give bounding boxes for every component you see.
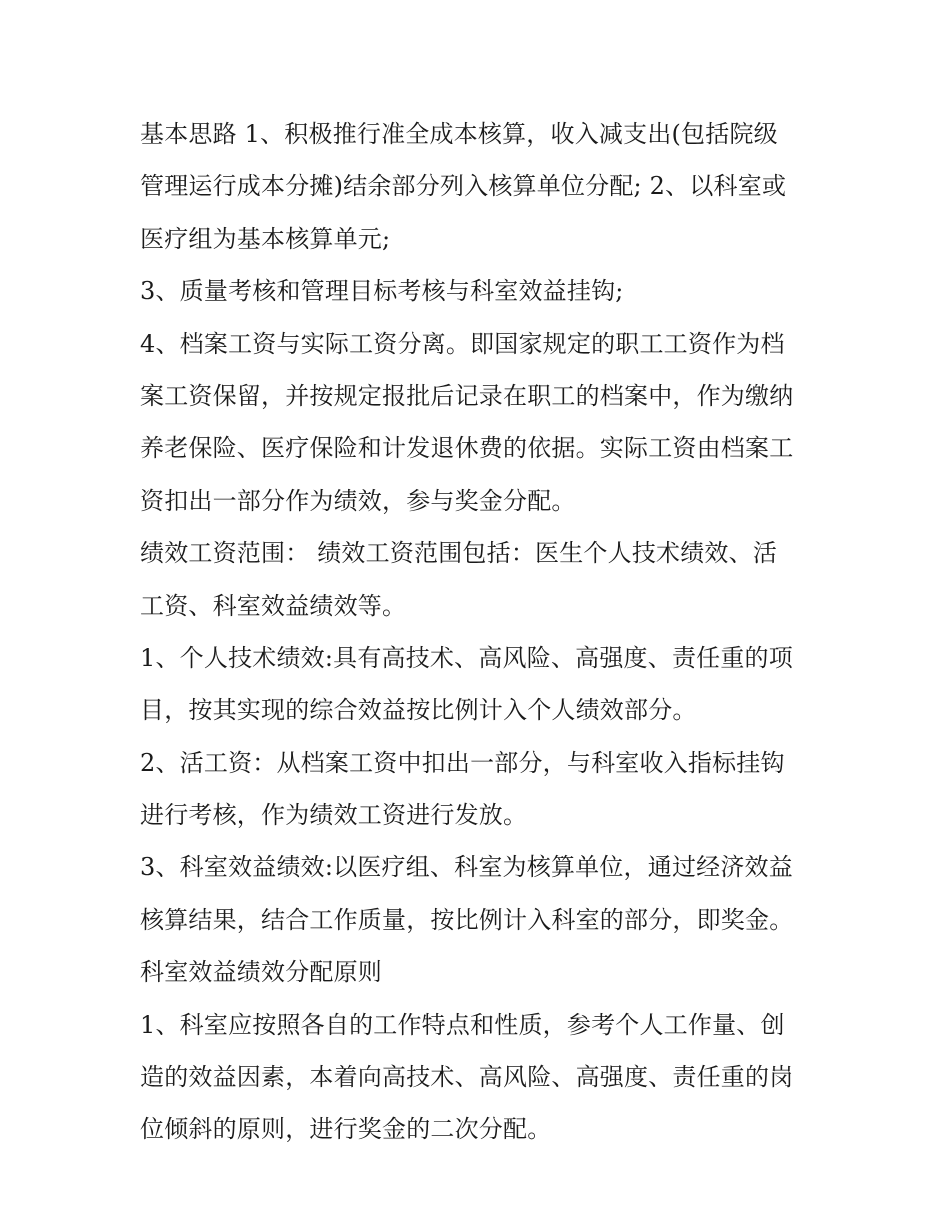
text-line: 核算结果，结合工作质量，按比例计入科室的部分，即奖金。 bbox=[140, 905, 794, 934]
text-line: 工资、科室效益绩效等。 bbox=[140, 591, 407, 620]
text-line: 管理运行成本分摊)结余部分列入核算单位分配; 2、以科室或 bbox=[140, 172, 787, 201]
text-line: 资扣出一部分作为绩效，参与奖金分配。 bbox=[140, 486, 576, 515]
text-line: 基本思路 1、积极推行准全成本核算，收入减支出(包括院级 bbox=[140, 120, 778, 148]
text-line: 养老保险、医疗保险和计发退休费的依据。实际工资由档案工 bbox=[140, 434, 794, 463]
text-line: 3、科室效益绩效:以医疗组、科室为核算单位，通过经济效益 bbox=[140, 853, 793, 882]
text-line: 进行考核，作为绩效工资进行发放。 bbox=[140, 801, 528, 830]
text-line: 4、档案工资与实际工资分离。即国家规定的职工工资作为档 bbox=[140, 329, 785, 358]
text-line: 绩效工资范围： 绩效工资范围包括：医生个人技术绩效、活 bbox=[140, 539, 778, 568]
text-line: 1、科室应按照各自的工作特点和性质，参考个人工作量、创 bbox=[140, 1010, 785, 1039]
document-body bbox=[140, 108, 820, 1156]
text-line: 目，按其实现的综合效益按比例计入个人绩效部分。 bbox=[140, 696, 697, 725]
text-line: 医疗组为基本核算单元; bbox=[140, 224, 391, 253]
section-heading: 科室效益绩效分配原则 bbox=[140, 958, 382, 987]
text-line: 案工资保留，并按规定报批后记录在职工的档案中，作为缴纳 bbox=[140, 381, 794, 410]
text-line: 造的效益因素，本着向高技术、高风险、高强度、责任重的岗 bbox=[140, 1063, 794, 1092]
text-line: 1、个人技术绩效:具有高技术、高风险、高强度、责任重的项 bbox=[140, 643, 793, 672]
text-line: 2、活工资：从档案工资中扣出一部分，与科室收入指标挂钩 bbox=[140, 748, 785, 777]
text-line: 位倾斜的原则，进行奖金的二次分配。 bbox=[140, 1115, 552, 1144]
text-line: 3、质量考核和管理目标考核与科室效益挂钩; bbox=[140, 277, 624, 306]
